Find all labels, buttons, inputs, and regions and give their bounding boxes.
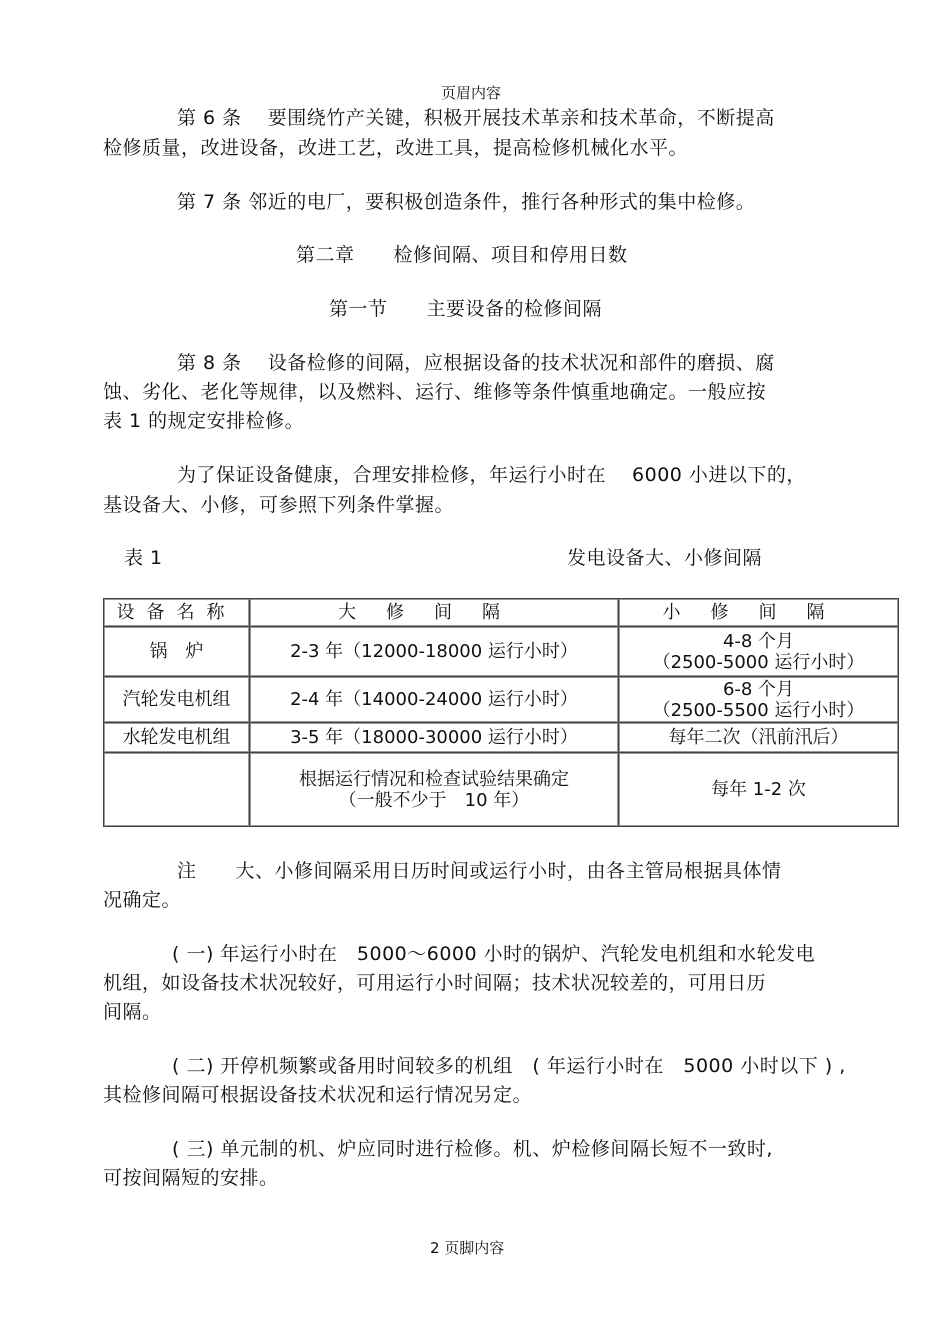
item-3-line-2: 可按间隔短的安排。 (103, 1167, 279, 1189)
equipment-name-cell: 汽轮发电机组 (104, 677, 250, 723)
table-row (104, 723, 899, 753)
major-interval-cell: 2-3 年（12000-18000 运行小时） (250, 627, 619, 677)
paragraph-6000-line-2: 基设备大、小修，可参照下列条件掌握。 (103, 494, 455, 516)
minor-interval-hours: （2500-5000 运行小时） (652, 651, 865, 673)
article-6-line-2: 检修质量，改进设备，改进工艺，改进工具，提高检修机械化水平。 (103, 137, 689, 159)
table-header-row (104, 599, 899, 627)
article-6-line-1: 第 6 条 要围绕竹产关键，积极开展技术革亲和技术革命，不断提高 (177, 107, 775, 129)
minor-interval-cell (619, 627, 899, 677)
table-row (104, 677, 899, 723)
minor-interval-cell: 每年 1-2 次 (619, 753, 899, 827)
item-1-line-3: 间隔。 (103, 1001, 162, 1023)
table-row (104, 627, 899, 677)
equipment-name-cell: 锅 炉 (104, 627, 250, 677)
major-interval-condition: 根据运行情况和检查试验结果确定 (299, 768, 569, 790)
table-title: 发电设备大、小修间隔 (567, 547, 763, 569)
page-header: 页眉内容 (441, 84, 502, 102)
major-interval-cell: 2-4 年（14000-24000 运行小时） (250, 677, 619, 723)
article-8-line-1: 第 8 条 设备检修的间隔，应根据设备的技术状况和部件的磨损、腐 (177, 352, 775, 374)
chapter-heading: 第二章 检修间隔、项目和停用日数 (296, 244, 628, 266)
table-row (104, 753, 899, 827)
paragraph-6000-line-1: 为了保证设备健康，合理安排检修，年运行小时在 6000 小进以下的， (177, 464, 806, 486)
minor-interval-hours: （2500-5500 运行小时） (652, 699, 865, 721)
minor-interval-cell: 每年二次（汛前汛后） (619, 723, 899, 753)
major-interval-cell (250, 753, 619, 827)
item-1-line-2: 机组，如设备技术状况较好，可用运行小时间隔；技术状况较差的，可用日历 (103, 972, 767, 994)
minor-interval-cell (619, 677, 899, 723)
equipment-name-cell (104, 753, 250, 827)
header-major-interval: 大修间隔 (250, 599, 619, 627)
item-2-line-2: 其检修间隔可根据设备技术状况和运行情况另定。 (103, 1084, 533, 1106)
section-heading: 第一节 主要设备的检修间隔 (329, 298, 603, 320)
note-line-2: 况确定。 (103, 889, 182, 911)
minor-interval-months: 4-8 个月 (722, 630, 795, 652)
item-1-line-1: ( 一) 年运行小时在 5000～6000 小时的锅炉、汽轮发电机组和水轮发电 (172, 943, 816, 965)
article-8-line-3: 表 1 的规定安排检修。 (103, 410, 305, 432)
minor-interval-months: 6-8 个月 (722, 678, 795, 700)
major-interval-minimum: （一般不少于 10 年） (338, 789, 530, 811)
major-interval-cell: 3-5 年（18000-30000 运行小时） (250, 723, 619, 753)
page-footer: 2 页脚内容 (430, 1239, 505, 1257)
article-8-line-2: 蚀、劣化、老化等规律，以及燃料、运行、维修等条件慎重地确定。一般应按 (103, 381, 767, 403)
header-minor-interval: 小修间隔 (619, 599, 899, 627)
header-equipment-name: 设备名称 (104, 599, 250, 627)
article-7: 第 7 条 邻近的电厂，要积极创造条件，推行各种形式的集中检修。 (177, 191, 756, 213)
item-2-line-1: ( 二) 开停机频繁或备用时间较多的机组 ( 年运行小时在 5000 小时以下 ) , (172, 1055, 846, 1077)
table-label: 表 1 (124, 547, 163, 569)
equipment-name-cell: 水轮发电机组 (104, 723, 250, 753)
note-line-1: 注 大、小修间隔采用日历时间或运行小时，由各主管局根据具体情 (177, 860, 782, 882)
item-3-line-1: ( 三) 单元制的机、炉应同时进行检修。机、炉检修间隔长短不一致时, (172, 1138, 773, 1160)
maintenance-interval-table (103, 598, 899, 827)
